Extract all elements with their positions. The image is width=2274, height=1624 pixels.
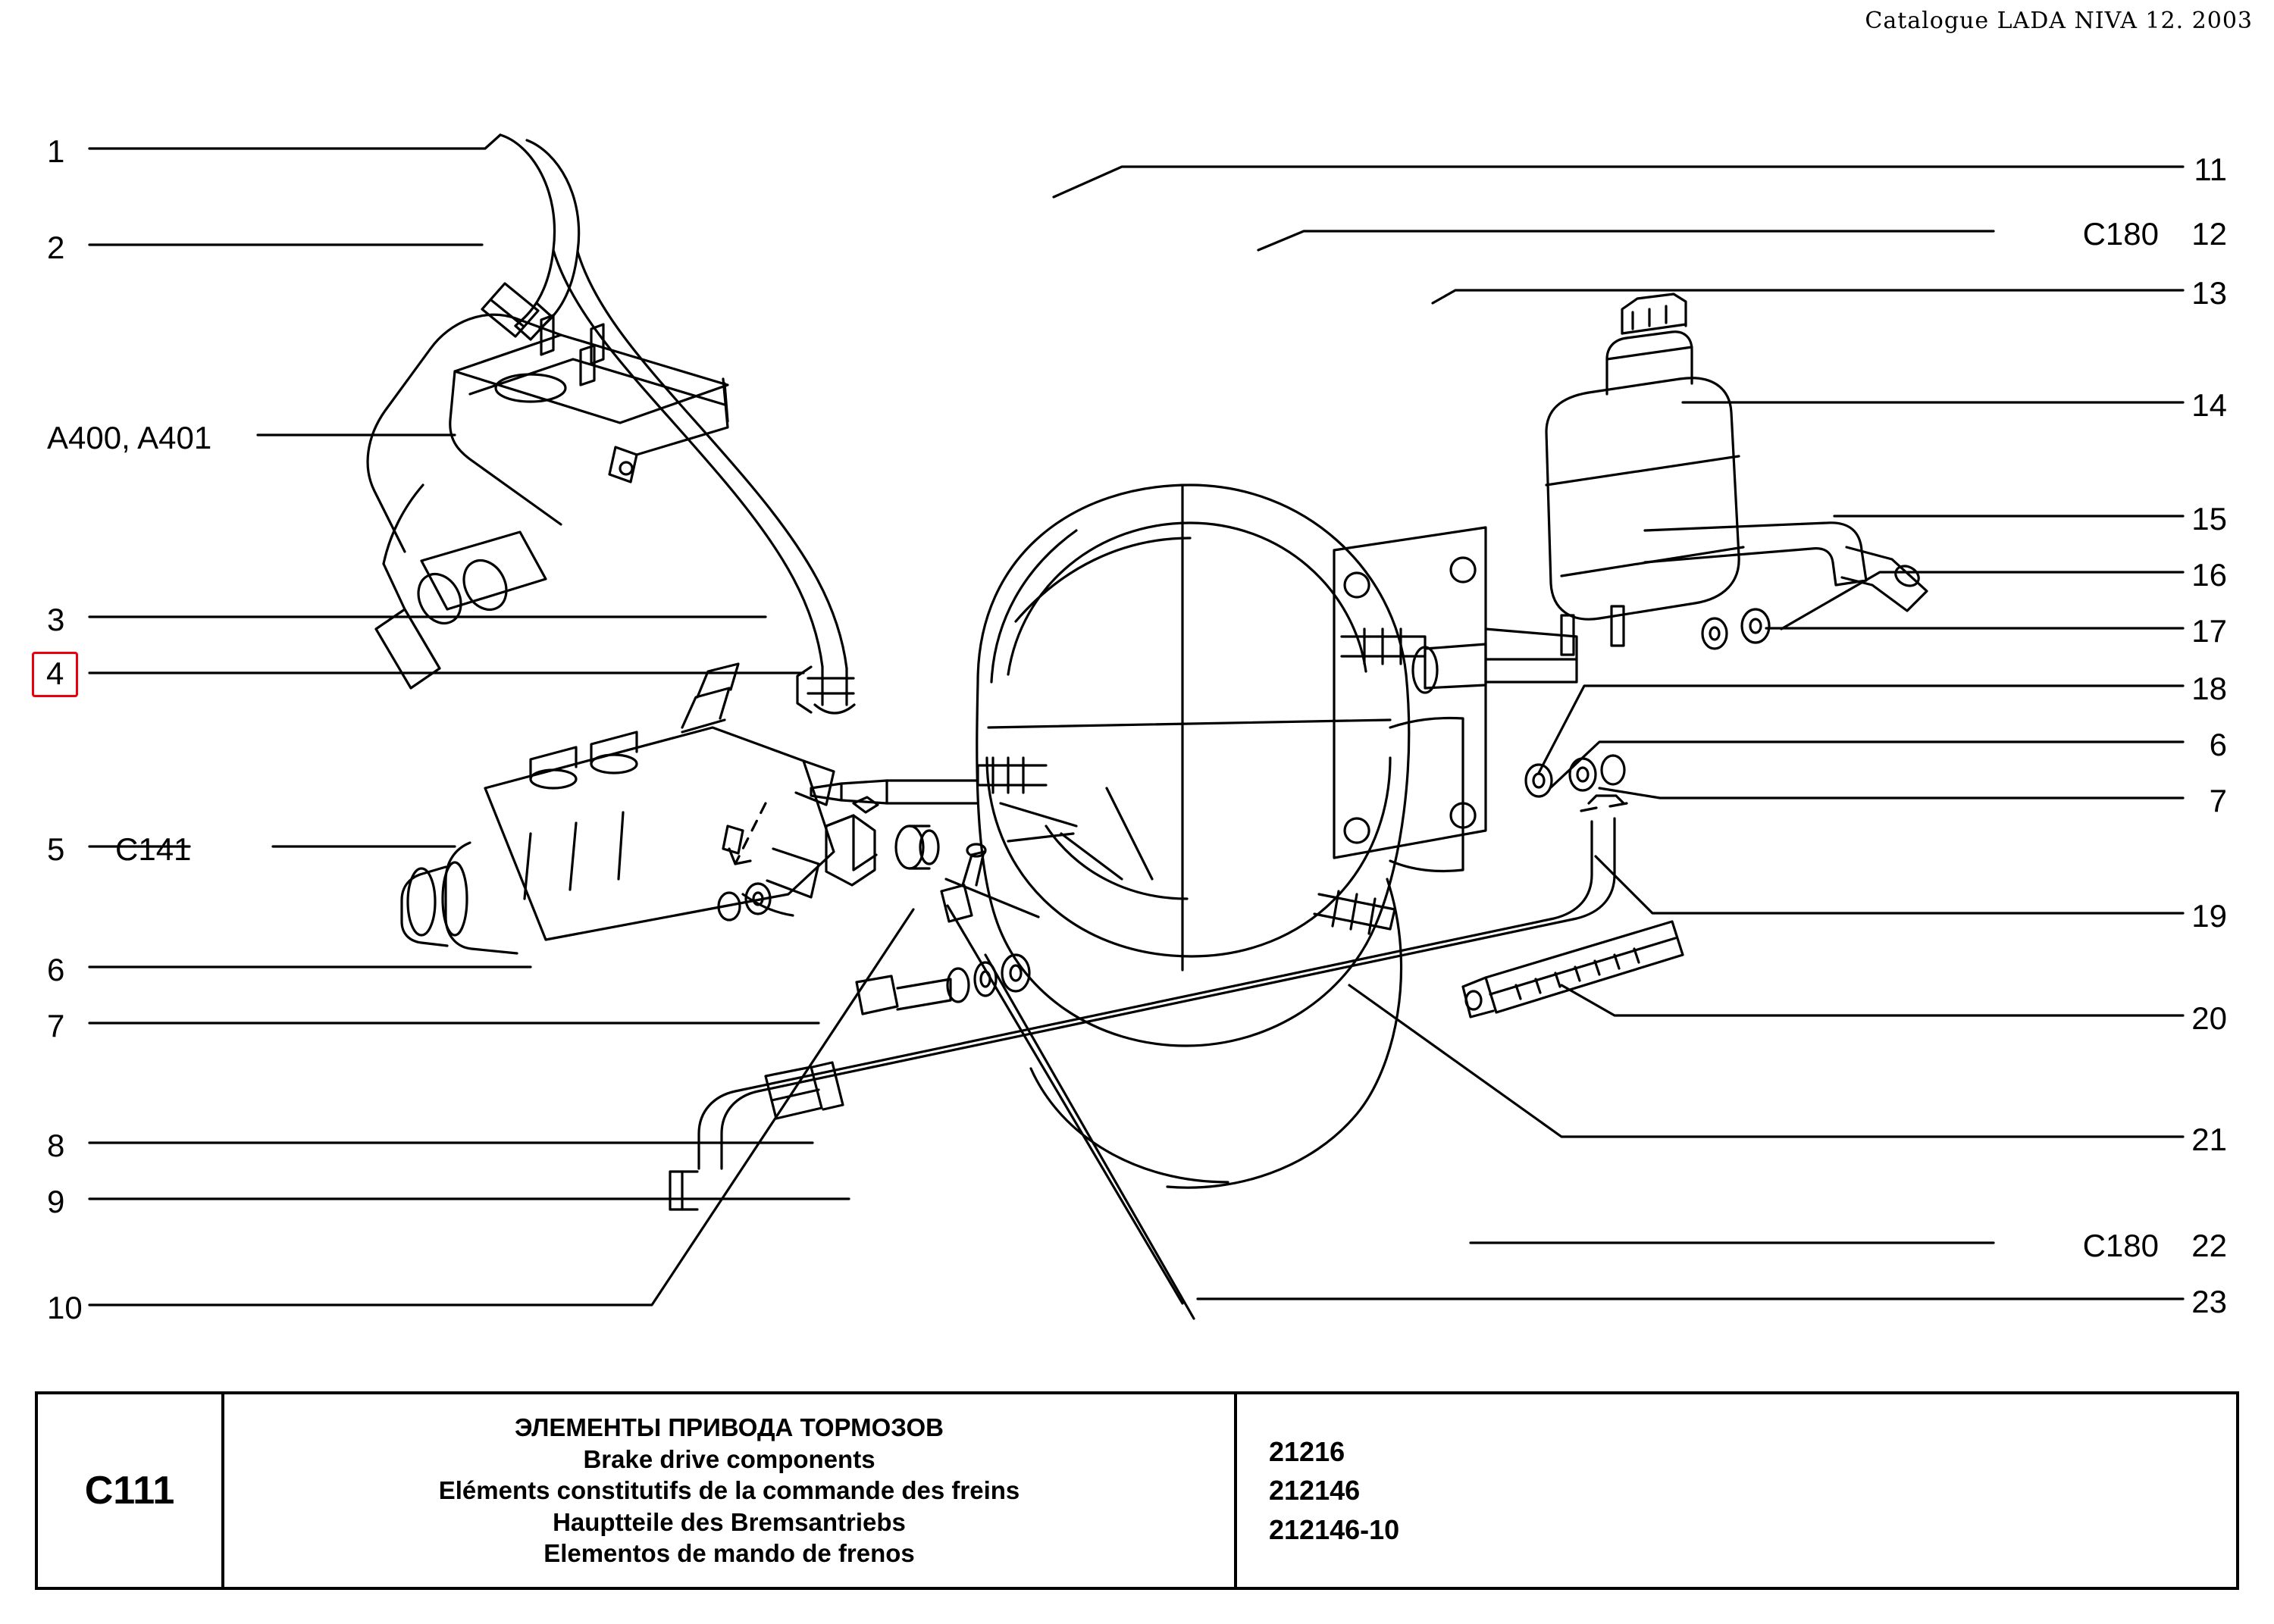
callout-right-17: 17 — [2191, 613, 2227, 649]
callout-left-10: 10 — [47, 1290, 83, 1325]
callout-left-6: 6 — [47, 952, 65, 987]
sheet-code: C111 — [38, 1394, 224, 1587]
title-de: Hauptteile des Bremsantriebs — [553, 1507, 906, 1536]
title-ru: ЭЛЕМЕНТЫ ПРИВОДА ТОРМОЗОВ — [514, 1413, 944, 1442]
callout-left-c141: C141 — [115, 831, 192, 867]
callout-right-14: 14 — [2191, 387, 2227, 423]
callout-left-1: 1 — [47, 133, 65, 169]
callout-right-15: 15 — [2191, 501, 2227, 537]
callout-right-11: 11 — [2194, 152, 2227, 187]
callout-left-2: 2 — [47, 230, 65, 265]
catalogue-header: Catalogue LADA NIVA 12. 2003 — [1865, 8, 2253, 34]
callout-right-13: 13 — [2191, 275, 2227, 311]
callout-right-23: 23 — [2191, 1284, 2227, 1319]
callout-left-8: 8 — [47, 1128, 65, 1163]
model-3: 212146-10 — [1269, 1513, 1400, 1545]
model-1: 21216 — [1269, 1436, 1345, 1468]
callout-right-6: 6 — [2209, 727, 2227, 762]
callout-right-7: 7 — [2209, 783, 2227, 818]
callout-left-5: 5 — [47, 831, 65, 867]
callout-left-7: 7 — [47, 1008, 65, 1044]
title-fr: Eléments constitutifs de la commande des freins — [438, 1476, 1020, 1505]
title-es: Elementos de mando de frenos — [543, 1539, 915, 1568]
callout-right-12: 12 — [2191, 216, 2227, 252]
callout-left-4-highlighted[interactable]: 4 — [32, 652, 78, 697]
callout-right-22-c180: C180 — [2082, 1228, 2159, 1263]
callout-right-12-c180: C180 — [2082, 216, 2159, 252]
callout-right-18: 18 — [2191, 671, 2227, 706]
callout-left-a400-a401: A400, A401 — [47, 420, 212, 455]
callout-right-20: 20 — [2191, 1000, 2227, 1036]
callout-left-9: 9 — [47, 1184, 65, 1219]
model-2: 212146 — [1269, 1475, 1361, 1507]
callout-right-19: 19 — [2191, 898, 2227, 934]
model-list — [1237, 1394, 2236, 1587]
callout-right-22: 22 — [2191, 1228, 2227, 1263]
title-en: Brake drive components — [583, 1444, 875, 1473]
callout-right-16: 16 — [2191, 557, 2227, 593]
callout-right-21: 21 — [2191, 1122, 2227, 1157]
title-block — [35, 1391, 2239, 1590]
callout-left-3: 3 — [47, 602, 65, 637]
sheet-titles — [224, 1394, 1237, 1587]
